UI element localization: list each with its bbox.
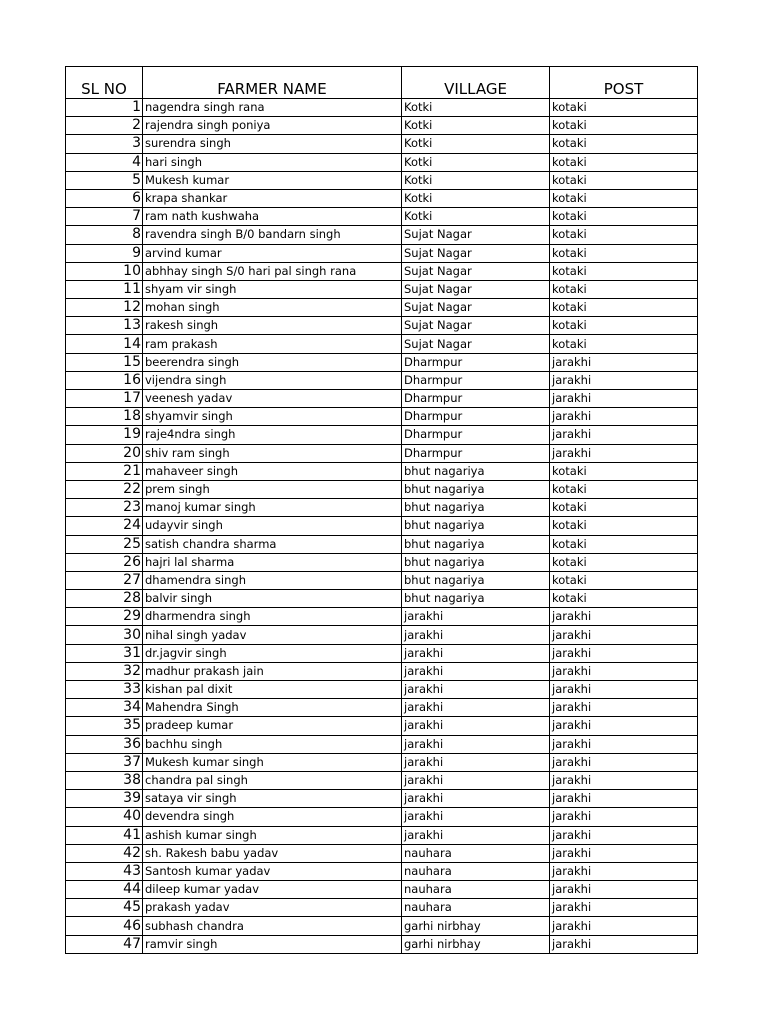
village-cell: Sujat Nagar	[402, 299, 550, 317]
post-cell: jarakhi	[550, 644, 698, 662]
post-cell: jarakhi	[550, 717, 698, 735]
farmer-name-cell: veenesh yadav	[143, 390, 402, 408]
table-header	[66, 67, 698, 99]
village-cell: Dharmpur	[402, 444, 550, 462]
post-cell: jarakhi	[550, 808, 698, 826]
table-row	[66, 844, 698, 862]
farmer-name-cell: surendra singh	[143, 135, 402, 153]
table-row	[66, 881, 698, 899]
village-cell: jarakhi	[402, 681, 550, 699]
post-cell: jarakhi	[550, 353, 698, 371]
sl-no-cell: 15	[66, 353, 143, 371]
farmer-name-cell: satish chandra sharma	[143, 535, 402, 553]
table-row	[66, 208, 698, 226]
village-cell: jarakhi	[402, 826, 550, 844]
village-cell: jarakhi	[402, 662, 550, 680]
table-row	[66, 662, 698, 680]
table-row	[66, 644, 698, 662]
table-body	[66, 99, 698, 954]
farmer-name-cell: dhamendra singh	[143, 571, 402, 589]
table-row	[66, 353, 698, 371]
farmer-name-cell: ashish kumar singh	[143, 826, 402, 844]
village-cell: garhi nirbhay	[402, 935, 550, 953]
farmer-name-cell: shiv ram singh	[143, 444, 402, 462]
post-cell: jarakhi	[550, 444, 698, 462]
post-cell: jarakhi	[550, 753, 698, 771]
village-cell: bhut nagariya	[402, 517, 550, 535]
farmer-name-cell: prem singh	[143, 480, 402, 498]
post-cell: jarakhi	[550, 371, 698, 389]
table-row	[66, 681, 698, 699]
header-post: POST	[550, 67, 698, 99]
table-row	[66, 571, 698, 589]
farmer-name-cell: abhhay singh S/0 hari pal singh rana	[143, 262, 402, 280]
table-row	[66, 590, 698, 608]
post-cell: jarakhi	[550, 626, 698, 644]
farmer-name-cell: mahaveer singh	[143, 462, 402, 480]
table-row	[66, 226, 698, 244]
village-cell: Kotki	[402, 135, 550, 153]
farmer-name-cell: nagendra singh rana	[143, 99, 402, 117]
post-cell: kotaki	[550, 462, 698, 480]
village-cell: Kotki	[402, 189, 550, 207]
table-row	[66, 99, 698, 117]
sl-no-cell: 37	[66, 753, 143, 771]
village-cell: Dharmpur	[402, 390, 550, 408]
village-cell: bhut nagariya	[402, 480, 550, 498]
sl-no-cell: 31	[66, 644, 143, 662]
village-cell: jarakhi	[402, 735, 550, 753]
sl-no-cell: 20	[66, 444, 143, 462]
farmer-name-cell: devendra singh	[143, 808, 402, 826]
post-cell: kotaki	[550, 99, 698, 117]
post-cell: kotaki	[550, 480, 698, 498]
post-cell: jarakhi	[550, 662, 698, 680]
post-cell: kotaki	[550, 553, 698, 571]
village-cell: Kotki	[402, 208, 550, 226]
sl-no-cell: 7	[66, 208, 143, 226]
table-row	[66, 626, 698, 644]
header-sl-no: SL NO	[66, 67, 143, 99]
table-row	[66, 771, 698, 789]
post-cell: kotaki	[550, 171, 698, 189]
village-cell: Sujat Nagar	[402, 226, 550, 244]
table-row	[66, 244, 698, 262]
farmer-name-cell: hari singh	[143, 153, 402, 171]
sl-no-cell: 5	[66, 171, 143, 189]
post-cell: kotaki	[550, 262, 698, 280]
village-cell: Sujat Nagar	[402, 335, 550, 353]
table-row	[66, 426, 698, 444]
table-row	[66, 735, 698, 753]
village-cell: Dharmpur	[402, 353, 550, 371]
sl-no-cell: 1	[66, 99, 143, 117]
table-row	[66, 280, 698, 298]
table-row	[66, 153, 698, 171]
post-cell: kotaki	[550, 280, 698, 298]
post-cell: jarakhi	[550, 917, 698, 935]
village-cell: nauhara	[402, 899, 550, 917]
farmer-name-cell: dharmendra singh	[143, 608, 402, 626]
sl-no-cell: 47	[66, 935, 143, 953]
village-cell: nauhara	[402, 862, 550, 880]
post-cell: jarakhi	[550, 408, 698, 426]
header-row	[66, 67, 698, 99]
village-cell: Dharmpur	[402, 371, 550, 389]
sl-no-cell: 27	[66, 571, 143, 589]
post-cell: jarakhi	[550, 699, 698, 717]
sl-no-cell: 4	[66, 153, 143, 171]
farmer-name-cell: sataya vir singh	[143, 790, 402, 808]
farmer-name-cell: vijendra singh	[143, 371, 402, 389]
sl-no-cell: 39	[66, 790, 143, 808]
village-cell: bhut nagariya	[402, 535, 550, 553]
post-cell: jarakhi	[550, 826, 698, 844]
village-cell: Kotki	[402, 171, 550, 189]
post-cell: jarakhi	[550, 681, 698, 699]
village-cell: nauhara	[402, 844, 550, 862]
village-cell: Kotki	[402, 153, 550, 171]
post-cell: jarakhi	[550, 881, 698, 899]
sl-no-cell: 9	[66, 244, 143, 262]
farmer-name-cell: rakesh singh	[143, 317, 402, 335]
table-row	[66, 408, 698, 426]
table-row	[66, 790, 698, 808]
farmer-name-cell: kishan pal dixit	[143, 681, 402, 699]
sl-no-cell: 24	[66, 517, 143, 535]
header-farmer-name: FARMER NAME	[143, 67, 402, 99]
table-row	[66, 171, 698, 189]
table-row	[66, 753, 698, 771]
sl-no-cell: 35	[66, 717, 143, 735]
post-cell: jarakhi	[550, 735, 698, 753]
table-row	[66, 462, 698, 480]
sl-no-cell: 11	[66, 280, 143, 298]
table-row	[66, 826, 698, 844]
village-cell: jarakhi	[402, 644, 550, 662]
post-cell: jarakhi	[550, 935, 698, 953]
village-cell: Sujat Nagar	[402, 244, 550, 262]
post-cell: jarakhi	[550, 608, 698, 626]
post-cell: kotaki	[550, 517, 698, 535]
village-cell: jarakhi	[402, 808, 550, 826]
sl-no-cell: 3	[66, 135, 143, 153]
table-row	[66, 117, 698, 135]
post-cell: kotaki	[550, 535, 698, 553]
farmer-name-cell: krapa shankar	[143, 189, 402, 207]
table-row	[66, 135, 698, 153]
post-cell: kotaki	[550, 208, 698, 226]
farmer-name-cell: Santosh kumar yadav	[143, 862, 402, 880]
table-row	[66, 317, 698, 335]
post-cell: kotaki	[550, 335, 698, 353]
farmer-name-cell: shyam vir singh	[143, 280, 402, 298]
sl-no-cell: 18	[66, 408, 143, 426]
sl-no-cell: 25	[66, 535, 143, 553]
table-row	[66, 862, 698, 880]
table-row	[66, 917, 698, 935]
table-row	[66, 444, 698, 462]
village-cell: jarakhi	[402, 717, 550, 735]
sl-no-cell: 16	[66, 371, 143, 389]
village-cell: jarakhi	[402, 626, 550, 644]
sl-no-cell: 42	[66, 844, 143, 862]
sl-no-cell: 21	[66, 462, 143, 480]
village-cell: bhut nagariya	[402, 462, 550, 480]
post-cell: kotaki	[550, 117, 698, 135]
post-cell: kotaki	[550, 299, 698, 317]
table-row	[66, 390, 698, 408]
post-cell: kotaki	[550, 244, 698, 262]
village-cell: Sujat Nagar	[402, 262, 550, 280]
sl-no-cell: 14	[66, 335, 143, 353]
sl-no-cell: 32	[66, 662, 143, 680]
sl-no-cell: 36	[66, 735, 143, 753]
post-cell: jarakhi	[550, 899, 698, 917]
village-cell: Dharmpur	[402, 426, 550, 444]
village-cell: jarakhi	[402, 608, 550, 626]
village-cell: bhut nagariya	[402, 590, 550, 608]
post-cell: jarakhi	[550, 426, 698, 444]
farmer-name-cell: Mukesh kumar singh	[143, 753, 402, 771]
village-cell: Sujat Nagar	[402, 280, 550, 298]
post-cell: kotaki	[550, 317, 698, 335]
village-cell: jarakhi	[402, 699, 550, 717]
post-cell: jarakhi	[550, 771, 698, 789]
post-cell: jarakhi	[550, 390, 698, 408]
village-cell: Kotki	[402, 117, 550, 135]
village-cell: bhut nagariya	[402, 571, 550, 589]
post-cell: jarakhi	[550, 844, 698, 862]
farmer-name-cell: mohan singh	[143, 299, 402, 317]
table-row	[66, 699, 698, 717]
table-row	[66, 553, 698, 571]
sl-no-cell: 46	[66, 917, 143, 935]
post-cell: jarakhi	[550, 862, 698, 880]
sl-no-cell: 30	[66, 626, 143, 644]
table-row	[66, 262, 698, 280]
farmer-name-cell: dr.jagvir singh	[143, 644, 402, 662]
sl-no-cell: 17	[66, 390, 143, 408]
header-village: VILLAGE	[402, 67, 550, 99]
post-cell: kotaki	[550, 571, 698, 589]
farmer-name-cell: udayvir singh	[143, 517, 402, 535]
sl-no-cell: 44	[66, 881, 143, 899]
village-cell: jarakhi	[402, 790, 550, 808]
farmer-name-cell: pradeep kumar	[143, 717, 402, 735]
farmer-name-cell: shyamvir singh	[143, 408, 402, 426]
post-cell: jarakhi	[550, 790, 698, 808]
farmer-name-cell: beerendra singh	[143, 353, 402, 371]
sl-no-cell: 8	[66, 226, 143, 244]
village-cell: bhut nagariya	[402, 553, 550, 571]
village-cell: garhi nirbhay	[402, 917, 550, 935]
sl-no-cell: 2	[66, 117, 143, 135]
farmer-name-cell: nihal singh yadav	[143, 626, 402, 644]
sl-no-cell: 19	[66, 426, 143, 444]
sl-no-cell: 38	[66, 771, 143, 789]
table-row	[66, 499, 698, 517]
farmer-table	[65, 66, 698, 954]
village-cell: Sujat Nagar	[402, 317, 550, 335]
village-cell: Dharmpur	[402, 408, 550, 426]
sl-no-cell: 45	[66, 899, 143, 917]
village-cell: nauhara	[402, 881, 550, 899]
farmer-name-cell: chandra pal singh	[143, 771, 402, 789]
sl-no-cell: 12	[66, 299, 143, 317]
table-row	[66, 608, 698, 626]
post-cell: kotaki	[550, 590, 698, 608]
post-cell: kotaki	[550, 226, 698, 244]
table-row	[66, 189, 698, 207]
post-cell: kotaki	[550, 189, 698, 207]
farmer-name-cell: subhash chandra	[143, 917, 402, 935]
sl-no-cell: 43	[66, 862, 143, 880]
sl-no-cell: 6	[66, 189, 143, 207]
post-cell: kotaki	[550, 499, 698, 517]
farmer-name-cell: raje4ndra singh	[143, 426, 402, 444]
farmer-name-cell: ravendra singh B/0 bandarn singh	[143, 226, 402, 244]
farmer-name-cell: ramvir singh	[143, 935, 402, 953]
sl-no-cell: 34	[66, 699, 143, 717]
table-row	[66, 899, 698, 917]
table-row	[66, 935, 698, 953]
table-row	[66, 535, 698, 553]
farmer-name-cell: sh. Rakesh babu yadav	[143, 844, 402, 862]
sl-no-cell: 26	[66, 553, 143, 571]
village-cell: jarakhi	[402, 771, 550, 789]
farmer-name-cell: Mukesh kumar	[143, 171, 402, 189]
sl-no-cell: 33	[66, 681, 143, 699]
sl-no-cell: 22	[66, 480, 143, 498]
sl-no-cell: 29	[66, 608, 143, 626]
table-row	[66, 717, 698, 735]
village-cell: bhut nagariya	[402, 499, 550, 517]
farmer-name-cell: ram nath kushwaha	[143, 208, 402, 226]
table-row	[66, 480, 698, 498]
farmer-name-cell: arvind kumar	[143, 244, 402, 262]
village-cell: Kotki	[402, 99, 550, 117]
farmer-name-cell: dileep kumar yadav	[143, 881, 402, 899]
sl-no-cell: 13	[66, 317, 143, 335]
farmer-name-cell: manoj kumar singh	[143, 499, 402, 517]
table-row	[66, 371, 698, 389]
post-cell: kotaki	[550, 135, 698, 153]
farmer-name-cell: Mahendra Singh	[143, 699, 402, 717]
farmer-name-cell: ram prakash	[143, 335, 402, 353]
village-cell: jarakhi	[402, 753, 550, 771]
table-row	[66, 335, 698, 353]
farmer-name-cell: hajri lal sharma	[143, 553, 402, 571]
sl-no-cell: 10	[66, 262, 143, 280]
sl-no-cell: 40	[66, 808, 143, 826]
farmer-name-cell: madhur prakash jain	[143, 662, 402, 680]
table-row	[66, 299, 698, 317]
sl-no-cell: 41	[66, 826, 143, 844]
sl-no-cell: 23	[66, 499, 143, 517]
farmer-name-cell: prakash yadav	[143, 899, 402, 917]
farmer-name-cell: bachhu singh	[143, 735, 402, 753]
farmer-name-cell: rajendra singh poniya	[143, 117, 402, 135]
post-cell: kotaki	[550, 153, 698, 171]
table-row	[66, 517, 698, 535]
farmer-name-cell: balvir singh	[143, 590, 402, 608]
table-row	[66, 808, 698, 826]
sl-no-cell: 28	[66, 590, 143, 608]
